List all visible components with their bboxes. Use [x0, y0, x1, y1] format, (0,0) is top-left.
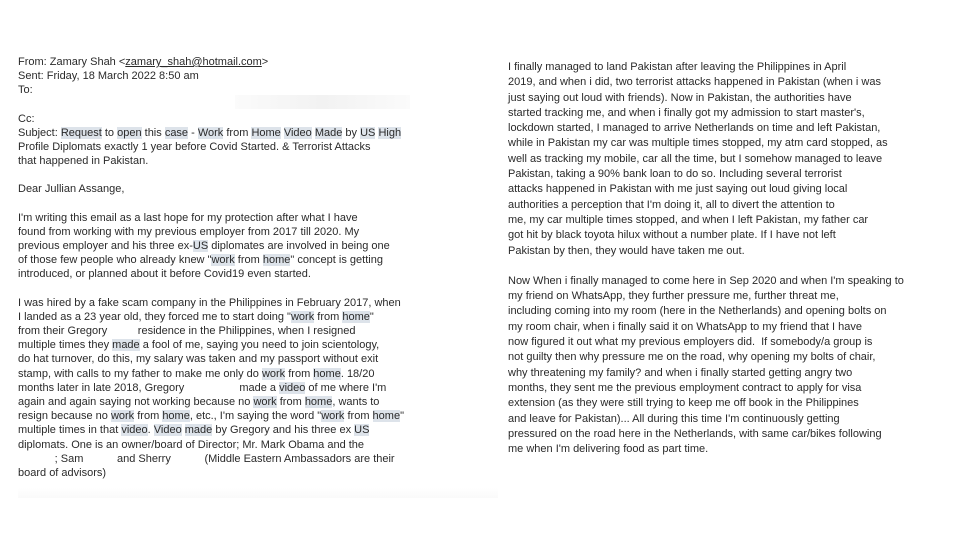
highlighted-keyword: Video	[153, 424, 182, 437]
body-text: I was hired by a fake scam company in the Philippines in February 2017, when	[18, 296, 401, 309]
body-line: authorities a perception that I'm doing it, all to divert the attention to	[508, 198, 835, 211]
body-line: just saying out loud with friends). Now in Pakistan, the authorities have	[508, 91, 852, 104]
body-line: why threatening my family? and when i finally started getting angry two	[508, 366, 853, 379]
body-line	[18, 423, 496, 437]
body-line: while in Pakistan my car was multiple times stopped, my atm card stopped, as	[508, 137, 888, 150]
body-line: my room chair, when i finally said it on WhatsApp to my friend that I have	[508, 320, 862, 333]
body-text: do hat turnover, do this, my salary was taken and my passport without exit	[18, 353, 379, 366]
body-text: by Gregory and his three ex	[212, 424, 355, 437]
body-text: stamp, with calls to my father to make me only do	[18, 367, 262, 380]
body-line: not guilty then why pressure me on the road, why opening my bolts of chair,	[508, 351, 876, 364]
body-text: diplomates are involved in being one	[208, 240, 390, 253]
highlighted-keyword: home	[313, 367, 341, 380]
sent-line: Sent: Friday, 18 March 2022 8:50 am	[18, 70, 199, 83]
body-line	[18, 296, 496, 310]
body-line: I finally managed to land Pakistan after leaving the Philippines in April	[508, 61, 847, 73]
highlighted-keyword: video	[121, 424, 148, 437]
body-line: attacks happened in Pakistan with me just saying out loud giving local	[508, 183, 848, 196]
body-text: -	[188, 126, 198, 139]
email-body-left	[18, 126, 496, 480]
body-text: from	[223, 126, 252, 139]
body-text: introduced, or planned about it before Covid19 even started.	[18, 268, 311, 281]
highlighted-keyword: work	[211, 254, 235, 267]
body-line: lockdown started, I managed to arrive Netherlands on time and left Pakistan,	[508, 122, 881, 135]
email-right-column	[508, 60, 948, 457]
highlighted-keyword: work	[261, 367, 286, 380]
paragraph-gap	[18, 168, 496, 182]
body-text: . 18/20	[340, 367, 375, 380]
body-text: Dear Jullian Assange,	[18, 183, 125, 196]
body-text: multiple times in that	[18, 424, 122, 437]
body-line	[18, 225, 496, 239]
body-line: pressured on the road here in the Netherlands, with same car/bikes following	[508, 427, 882, 440]
body-text: previous employer and his three ex-	[18, 240, 193, 253]
body-line	[18, 409, 496, 423]
highlighted-keyword: work	[321, 410, 345, 423]
body-line	[18, 239, 496, 253]
body-text: Profile Diplomats exactly 1 year before Covid Started. & Terrorist Attacks	[18, 141, 371, 154]
body-text: multiple times they	[18, 339, 113, 352]
body-text: I'm writing this email as a last hope for my protection after what I have	[18, 211, 358, 224]
body-line: including coming into my room (here in the Netherlands) and opening bolts on	[508, 305, 887, 318]
body-text: , etc., I'm saying the word "	[189, 410, 322, 423]
highlighted-keyword: Home	[251, 126, 281, 139]
body-text: from	[276, 396, 305, 409]
highlighted-keyword: open	[117, 126, 142, 139]
body-line: my friend on WhatsApp, they further pressure me, further threat me,	[508, 290, 839, 303]
highlighted-keyword: video	[279, 381, 306, 394]
body-text: of me where I'm	[305, 381, 387, 394]
body-line: extension (as they were still trying to keep me off book in the Philippines	[508, 397, 859, 410]
body-text: , wants to	[332, 396, 380, 409]
body-text: by	[342, 126, 361, 139]
page-fade	[18, 488, 498, 498]
body-line: Pakistan, taking a 90% bank loan to do so. Including several terrorist	[508, 168, 842, 181]
body-text: from	[344, 410, 373, 423]
body-text: a fool of me, saying you need to join scientology,	[139, 339, 380, 352]
body-line	[18, 126, 496, 140]
body-line	[18, 466, 496, 480]
body-line: Now When i finally managed to come here in Sep 2020 and when I'm speaking to	[508, 274, 904, 287]
redacted-recipient	[235, 95, 410, 109]
body-text: from	[314, 310, 343, 323]
body-line: well as tracking my mobile, car all the time, but I somehow managed to leave	[508, 152, 883, 165]
body-line: started tracking me, and when i finally got my admission to start master's,	[508, 106, 865, 119]
body-text: ; Sam and Sherry (Middle Eastern Ambassadors are their	[18, 452, 395, 465]
body-line: got hit by black toyota hilux without a number plate. If I have not left	[508, 229, 836, 242]
body-line	[18, 324, 496, 338]
highlighted-keyword: US	[192, 240, 209, 253]
paragraph-gap	[18, 282, 496, 296]
highlighted-keyword: made	[184, 424, 213, 437]
body-line	[18, 352, 496, 366]
highlighted-keyword: case	[164, 126, 189, 139]
body-text: months later in late 2018, Gregory made a	[18, 381, 280, 394]
from-label: From: Zamary Shah <	[18, 56, 126, 68]
highlighted-keyword: home	[372, 410, 401, 423]
body-line	[18, 452, 496, 466]
body-text: I landed as a 23 year old, they forced me to start doing "	[18, 310, 291, 323]
highlighted-keyword: US	[354, 424, 370, 437]
body-line	[18, 182, 496, 196]
body-text: to	[101, 126, 118, 139]
body-text: from their Gregory residence in the Philippines, when I resigned	[18, 325, 356, 338]
body-text: "	[369, 310, 374, 323]
body-text: from	[234, 254, 263, 267]
body-text: again and again saying not working because no	[18, 396, 254, 409]
body-line	[18, 338, 496, 352]
highlighted-keyword: Made	[314, 126, 343, 139]
body-line	[18, 211, 496, 225]
highlighted-keyword: Request	[60, 126, 102, 139]
body-text: from	[134, 410, 163, 423]
body-text: resign because no	[18, 410, 111, 423]
body-line	[18, 253, 496, 267]
body-line: months, they sent me the previous employment contract to apply for visa	[508, 381, 862, 394]
highlighted-keyword: Work	[197, 126, 224, 139]
highlighted-keyword: work	[253, 396, 277, 409]
highlighted-keyword: Video	[283, 126, 312, 139]
body-text: .	[147, 424, 154, 437]
highlighted-keyword: home	[162, 410, 190, 423]
highlighted-keyword: work	[110, 410, 135, 423]
body-line	[18, 267, 496, 281]
body-text: from	[285, 367, 314, 380]
body-text: found from working with my previous employer from 2017 till 2020. My	[18, 225, 360, 238]
body-line: me, my car multiple times stopped, and when I left Pakistan, my father car	[508, 213, 869, 226]
body-text: Subject:	[18, 126, 61, 139]
from-email-link[interactable]: zamary_shah@hotmail.com	[125, 56, 262, 68]
from-end: >	[261, 56, 269, 68]
highlighted-keyword: High	[378, 126, 402, 139]
body-text: of those few people who already knew "	[18, 254, 212, 267]
body-line: 2019, and when i did, two terrorist attacks happened in Pakistan (when i was	[508, 76, 881, 89]
to-line: To:	[18, 84, 33, 97]
body-line	[18, 140, 496, 154]
body-line	[18, 438, 496, 452]
body-text: "	[400, 410, 404, 423]
body-text: this	[141, 126, 165, 139]
body-line	[18, 381, 496, 395]
body-text: board of advisors)	[18, 467, 107, 480]
body-text: " concept is getting	[290, 254, 383, 267]
paragraph-gap	[18, 197, 496, 211]
body-line	[18, 395, 496, 409]
body-text: that happened in Pakistan.	[18, 155, 149, 168]
body-text: diplomats. One is an owner/board of Director; Mr. Mark Obama and the	[18, 438, 365, 451]
body-line: Pakistan by then, they would have taken me out.	[508, 244, 745, 257]
email-left-column	[18, 55, 496, 480]
highlighted-keyword: US	[360, 126, 376, 139]
body-line	[18, 154, 496, 168]
highlighted-keyword: work	[290, 310, 315, 323]
cc-line: Cc:	[18, 112, 35, 125]
body-line	[18, 310, 496, 324]
from-line	[18, 55, 496, 69]
body-line: and leave for Pakistan)... All during this time I'm continuously getting	[508, 412, 840, 425]
highlighted-keyword: home	[262, 254, 291, 267]
highlighted-keyword: made	[112, 339, 140, 352]
paragraph-gap	[508, 259, 948, 274]
body-line: now figured it out what my previous employers did. If somebody/a group is	[508, 336, 873, 349]
highlighted-keyword: home	[342, 310, 370, 323]
highlighted-keyword: home	[304, 396, 333, 409]
body-line	[18, 367, 496, 381]
body-line: me when I'm delivering food as part time.	[508, 443, 709, 456]
